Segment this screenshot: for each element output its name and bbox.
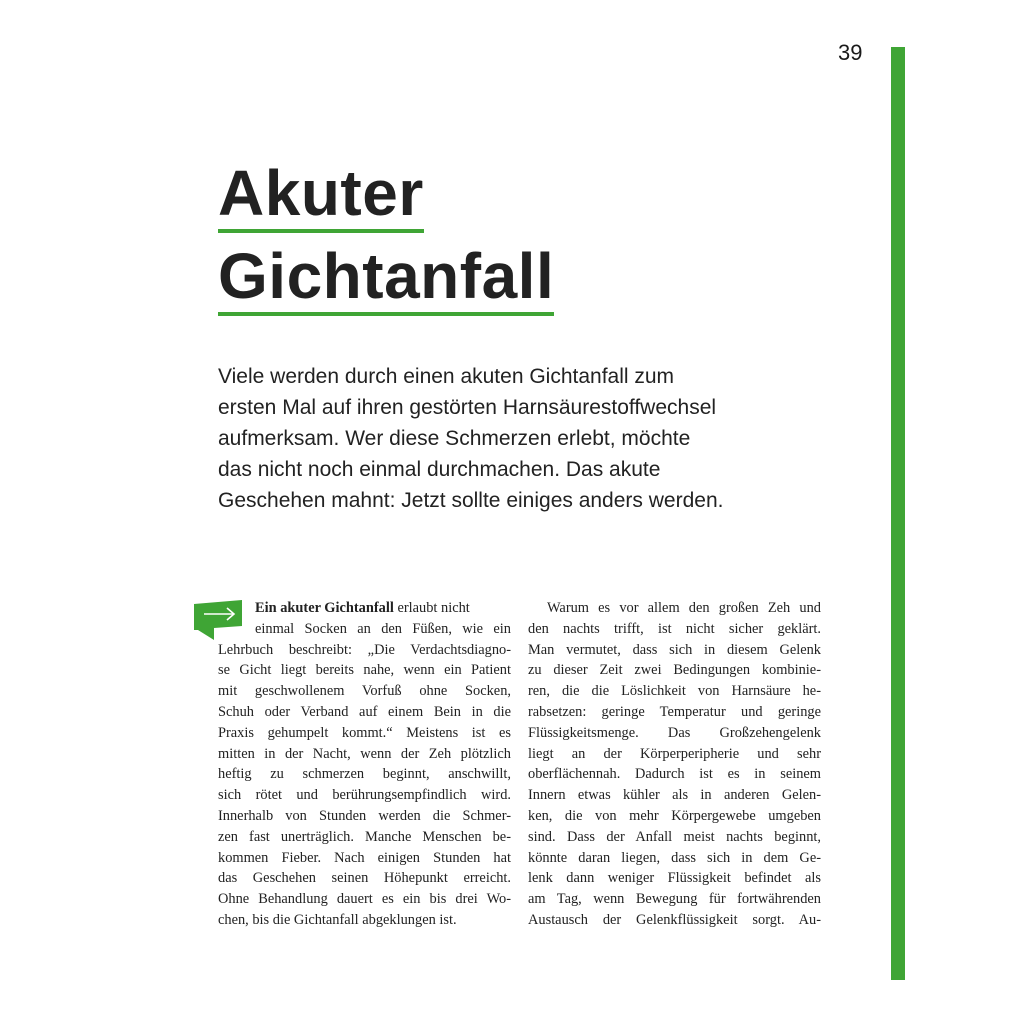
intro-line: Geschehen mahnt: Jetzt sollte einiges anders werden. [218, 489, 724, 512]
column-line: den nachts trifft, ist nicht sicher geklärt. [528, 620, 821, 637]
column-line: einmal Socken an den Füßen, wie ein [255, 620, 511, 637]
column-line: mitten in der Nacht, wenn der Zeh plötzlich [218, 745, 511, 762]
column-line: Warum es vor allem den großen Zeh und [547, 600, 821, 616]
intro-line: das nicht noch einmal durchmachen. Das akute [218, 458, 661, 481]
column-line: Man vermutet, dass sich in diesem Gelenk [528, 641, 821, 658]
column-line: Flüssigkeitsmenge. Das Großzehengelenk [528, 724, 821, 741]
intro-line: aufmerksam. Wer diese Schmerzen erlebt, möchte [218, 427, 691, 450]
column-line: Ohne Behandlung dauert es ein bis drei Wo- [218, 891, 511, 908]
column-line: heftig zu schmerzen beginnt, anschwillt, [218, 766, 511, 783]
title-line-1 [218, 157, 424, 233]
column-line: se Gicht liegt bereits nahe, wenn ein Patient [218, 662, 511, 679]
column-line: sich rötet und berührungsempfindlich wird. [218, 787, 511, 804]
column-line: ren, die die Löslichkeit von Harnsäure he- [528, 683, 821, 700]
intro-line: Viele werden durch einen akuten Gichtanfall zum [218, 365, 675, 388]
column-line: zu dieser Zeit zwei Bedingungen kombinie- [528, 662, 821, 679]
column-line: Schuh oder Verband auf einem Bein in die [218, 703, 511, 720]
column-line: Praxis gehumpelt kommt.“ Meistens ist es [218, 724, 511, 741]
column-line [218, 598, 511, 619]
column-line: Austausch der Gelenkflüssigkeit sorgt. Au- [528, 911, 821, 928]
column-line: oberflächennah. Dadurch ist es in seinem [528, 766, 821, 783]
column-line: sind. Dass der Anfall meist nachts beginnt, [528, 828, 821, 845]
column-line: Innern etwas kühler als in anderen Gelen- [528, 787, 821, 804]
column-line: rabsetzen: geringe Temperatur und geringe [528, 703, 821, 720]
column-line: lenk dann weniger Flüssigkeit befindet als [528, 870, 821, 887]
title-line-2 [218, 240, 555, 316]
column-line: liegt an der Körperperipherie und sehr [528, 745, 821, 762]
column-line: chen, bis die Gichtanfall abgeklungen ist. [218, 911, 457, 928]
text-column-1 [218, 598, 511, 931]
page-number: 39 [838, 40, 863, 65]
lead-bold-text: Ein akuter Gichtanfall [255, 600, 394, 616]
column-line: kommen Fieber. Nach einigen Stunden hat [218, 849, 511, 866]
column-line: am Tag, wenn Bewegung für fortwährenden [528, 891, 821, 908]
column-line: zen fast unerträglich. Manche Menschen be- [218, 828, 511, 845]
title-underline-1 [218, 229, 424, 233]
intro-line: ersten Mal auf ihren gestörten Harnsäurestoffwechsel [218, 396, 717, 419]
column-line: könnte daran liegen, dass sich in dem Ge- [528, 849, 821, 866]
column-line: das Geschehen seinen Höhepunkt erreicht. [218, 870, 511, 887]
column-line: ken, die von mehr Körpergewebe umgeben [528, 807, 821, 824]
column-line: Innerhalb von Stunden werden die Schmer- [218, 807, 511, 824]
column-line: mit geschwollenem Vorfuß ohne Socken, [218, 683, 511, 700]
intro-paragraph [218, 361, 818, 516]
title-underline-2 [218, 312, 554, 316]
title-text-1: Akuter [218, 157, 424, 229]
text-column-2 [528, 598, 821, 931]
title-text-2: Gichtanfall [218, 240, 555, 312]
lead-rest-text: erlaubt nicht [393, 600, 470, 616]
green-side-bar [891, 47, 905, 980]
column-line: Lehrbuch beschreibt: „Die Verdachtsdiagno- [218, 641, 511, 658]
